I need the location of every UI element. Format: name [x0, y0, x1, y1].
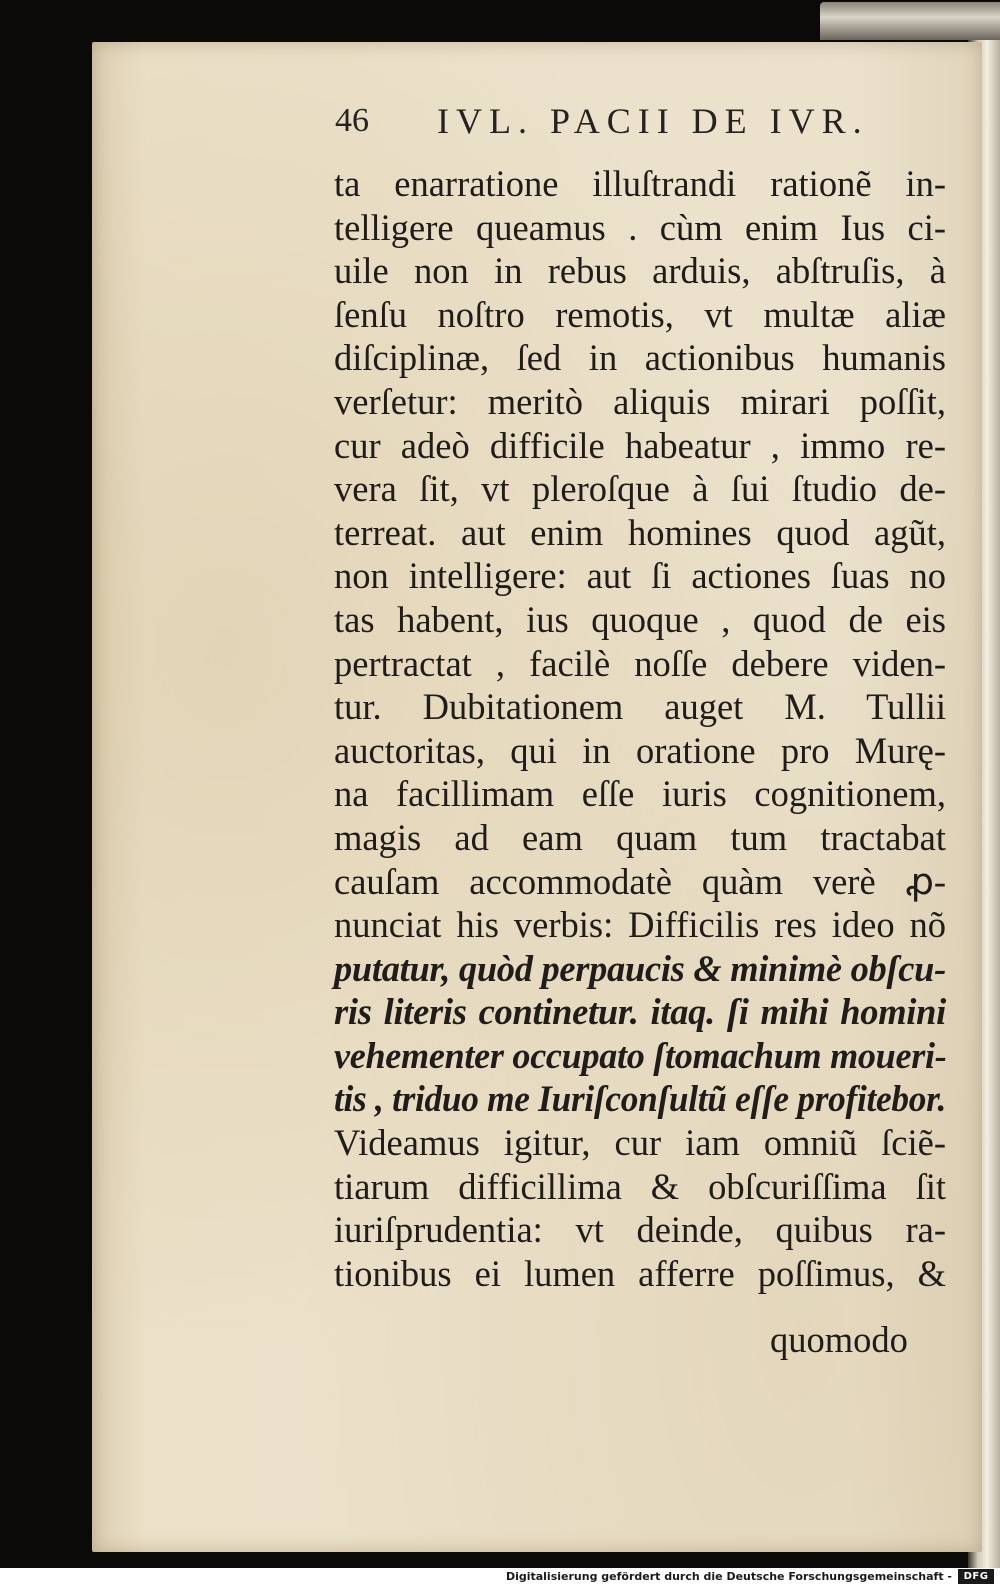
text-line: diſciplinæ, ſed in actionibus humanis	[334, 337, 946, 379]
text-line: ris literis continetur. itaq. ſi mihi homini	[334, 991, 946, 1033]
text-line: auctoritas, qui in oratione pro Murę-	[334, 729, 946, 771]
text-line: tis , triduo me Iuriſconſultũ eſſe profitebor.	[334, 1078, 947, 1120]
credit-bar	[0, 1568, 1000, 1586]
text-line: putatur, quòd perpaucis & minimè obſcu-	[334, 947, 946, 989]
text-line: tionibus ei lumen afferre poſſimus, &	[334, 1252, 946, 1294]
text-line: cur adeò difficile habeatur , immo re-	[334, 424, 946, 466]
text-line: non intelligere: aut ſi actiones ſuas no	[334, 555, 946, 597]
page-number: 46	[335, 102, 369, 139]
text-line: tur. Dubitationem auget M. Tullii	[334, 686, 946, 728]
text-line: ta enarratione illuſtrandi rationẽ in-	[334, 163, 946, 204]
text-line: tiarum difficillima & obſcuriſſima ſit	[334, 1165, 946, 1207]
text-line: magis ad eam quam tum tractabat	[334, 816, 946, 858]
body-text	[334, 162, 946, 1295]
text-line: cauſam accommodatè quàm verè ꝓ-	[334, 860, 946, 902]
text-line: na facillimam eſſe iuris cognitionem,	[334, 773, 946, 815]
dfg-logo-icon: DFG	[958, 1569, 994, 1584]
text-line: verſetur: meritò aliquis mirari poſſit,	[334, 380, 946, 422]
text-line: pertractat , facilè noſſe debere viden-	[334, 642, 946, 684]
running-head: IVL. PACII DE IVR.	[437, 101, 869, 141]
text-line: vehementer occupato ſtomachum moueri-	[334, 1034, 947, 1076]
text-line: uile non in rebus arduis, abſtruſis, à	[334, 250, 946, 292]
catchword: quomodo	[770, 1319, 908, 1360]
credit-text: Digitalisierung gefördert durch die Deutsche Forschungsgemeinschaft -	[505, 1570, 952, 1583]
text-line: tas habent, ius quoque , quod de eis	[334, 598, 946, 640]
text-line: iuriſprudentia: vt deinde, quibus ra-	[334, 1209, 946, 1251]
text-line: vera ſit, vt pleroſque à ſui ſtudio de-	[334, 468, 946, 510]
text-line: terreat. aut enim homines quod agũt,	[334, 511, 946, 553]
text-line: nunciat his verbis: Difficilis res ideo nõ	[334, 904, 946, 946]
book-edge-top	[820, 2, 1000, 40]
text-line: ſenſu noſtro remotis, vt multæ aliæ	[334, 293, 946, 335]
text-line: Videamus igitur, cur iam omniũ ſciẽ-	[334, 1122, 946, 1164]
text-line: telligere queamus . cùm enim Ius ci-	[334, 206, 946, 248]
